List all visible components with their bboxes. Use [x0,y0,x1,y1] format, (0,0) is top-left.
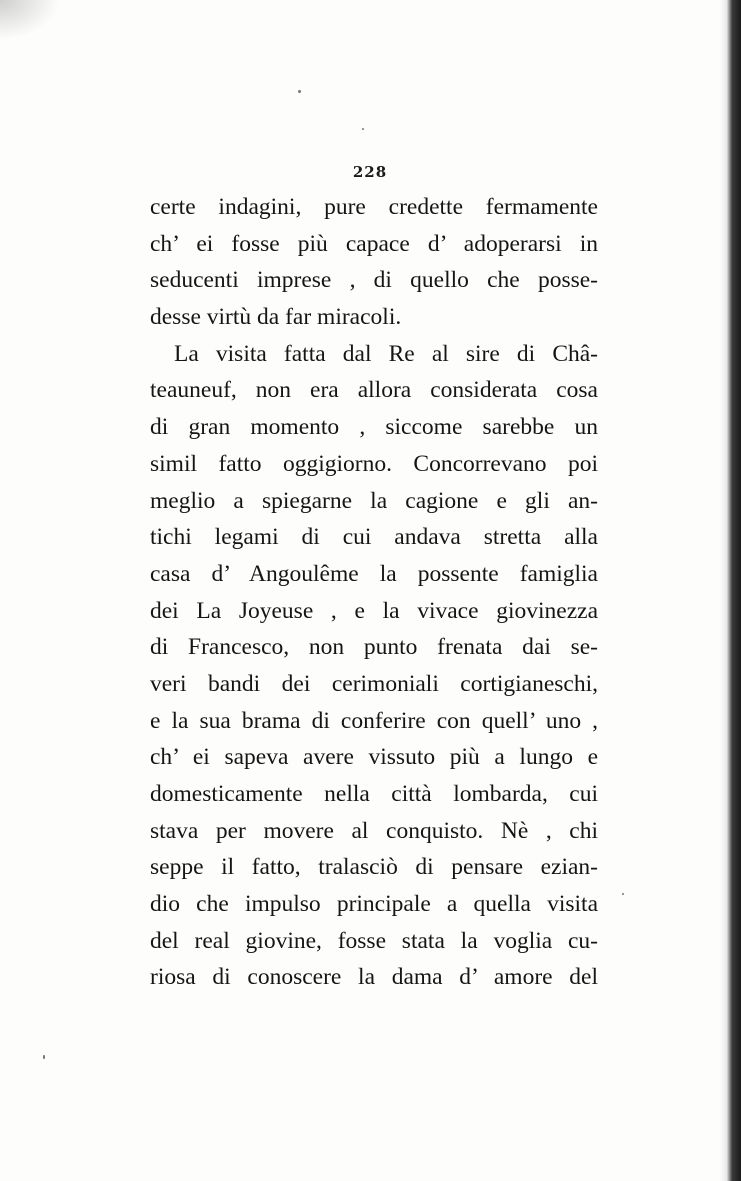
text-line: e la sua brama di conferire con quell’ uno , [150,707,598,734]
text-line: di gran momento , siccome sarebbe un [150,414,598,441]
text-line: ch’ ei sapeva avere vissuto più a lungo e [150,744,598,771]
text-line: stava per movere al conquisto. Nè , chi [150,817,598,844]
text-line: veri bandi dei cerimoniali cortigianeschi, [150,670,598,697]
text-line: seppe il fatto, tralasciò di pensare ezian- [150,854,598,881]
text-line: del real giovine, fosse stata la voglia cu- [150,927,598,954]
text-line: desse virtù da far miracoli. [150,304,402,331]
paper-speck [362,128,364,130]
text-line: ch’ ei fosse più capace d’ adoperarsi in [150,230,598,257]
text-line: casa d’ Angoulême la possente famiglia [150,560,598,587]
page-number: 228 [352,163,388,181]
paper-speck [43,1055,45,1059]
scan-binding-edge [719,0,741,1181]
paper-speck [622,893,624,895]
text-line: riosa di conoscere la dama d’ amore del [150,964,598,991]
text-line: certe indagini, pure credette fermamente [150,194,598,220]
text-line: seducenti imprese , di quello che posse- [150,267,598,294]
body-text [150,189,598,996]
text-line: simil fatto oggigiorno. Concorrevano poi [150,450,598,477]
text-line: tichi legami di cui andava stretta alla [150,524,598,551]
paper-speck [298,90,301,93]
scan-corner-shadow [0,0,60,40]
text-line: domesticamente nella città lombarda, cui [150,781,598,807]
text-line: di Francesco, non punto frenata dai se- [150,634,598,661]
paragraph-start-line: La visita fatta dal Re al sire di Châ- [174,340,598,367]
text-line: teauneuf, non era allora considerata cosa [150,377,598,404]
text-line: meglio a spiegarne la cagione e gli an- [150,487,598,514]
text-line: dei La Joyeuse , e la vivace giovinezza [150,597,598,624]
text-line: dio che impulso principale a quella visita [150,891,598,918]
